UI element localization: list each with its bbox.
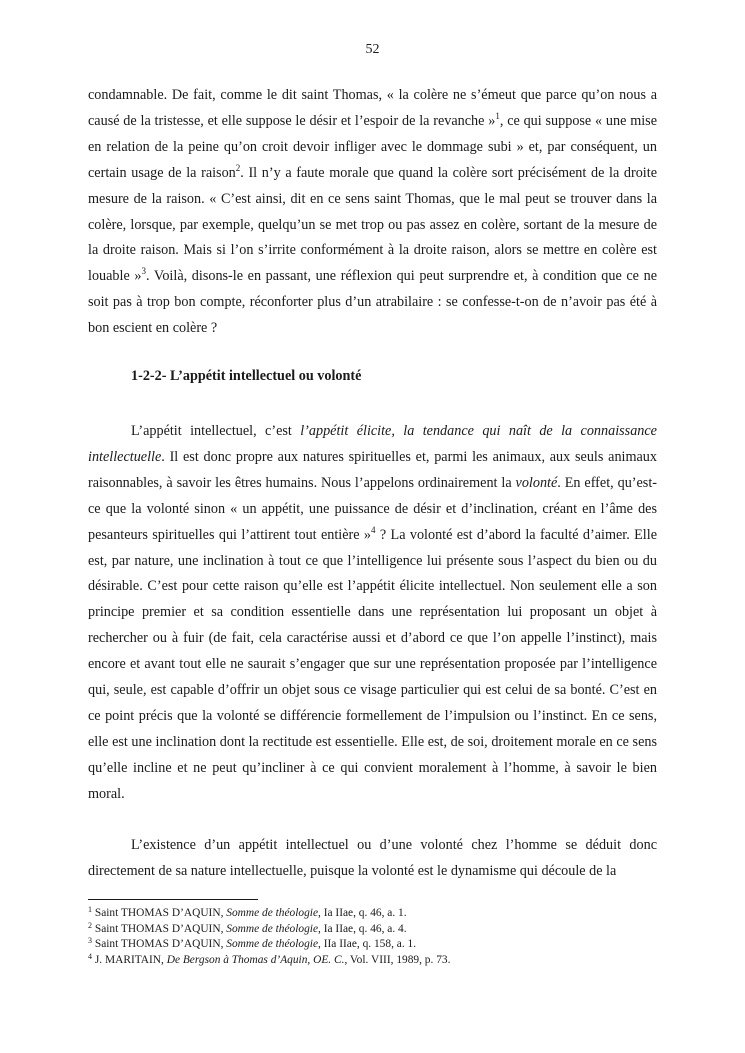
- footnote-ref: , Vol. VIII, 1989, p. 73.: [344, 953, 451, 966]
- paragraph-text: ? La volonté est d’abord la faculté d’aimer. Elle est, par nature, une inclination à tout ce que l’intelligence lui présente sous l’aspect du bien ou du désirable. C’est pour cette raison qu’elle est l’appétit élicite intellectuel. Non seulement elle a son principe premier et sa condition essentielle dans une représentation lui proposant un objet à rechercher ou à fuir (de fait, cela caractérise aussi et d’abord ce que l’on appelle l’instinct), mais encore et avant tout elle ne saurait s’engager que sur une représentation proposée par l’intelligence qui, seule, est capable d’offrir un objet sous ce visage particulier qui est celui de sa bonté. C’est en ce point précis que la volonté se différencie formellement de l’impulsion ou l’instinct. En ce sens, elle est une inclination dont la rectitude est essentielle. Elle est, de soi, droitement morale en ce sens qu’elle incline et ne peut qu’incliner à ce qui convient moralement à l’homme, à savoir le bien moral.: [88, 526, 657, 802]
- footnote-reference[interactable]: 1: [495, 110, 500, 121]
- footnote-author: Saint THOMAS D’AQUIN,: [94, 922, 227, 935]
- footnote-ref: , Ia IIae, q. 46, a. 1.: [318, 907, 407, 919]
- body-paragraph-1: [88, 83, 657, 342]
- footnote-author: Saint THOMAS D’AQUIN,: [94, 938, 227, 950]
- paragraph-text: . Voilà, disons-le en passant, une réflexion qui peut surprendre et, à condition que ce ne soit pas à trop bon compte, réconforter plus d’un atrabilaire : se confesse-t-on de n’avoir pas été à bon escient en colère ?: [88, 268, 658, 337]
- section-heading: 1-2-2- L’appétit intellectuel ou volonté: [131, 368, 362, 384]
- body-paragraph-3: [88, 833, 657, 885]
- footnote-ref: , IIa IIae, q. 158, a. 1.: [318, 938, 417, 950]
- footnote: [88, 906, 657, 922]
- italic-definition: l’appétit élicite, la tendance qui naît de la connaissance intellectuelle: [88, 423, 657, 465]
- paragraph-text: L’existence d’un appétit intellectuel ou d’une volonté chez l’homme se déduit donc directement de sa nature intellectuelle, puisque la volonté est le dynamisme qui découle de la: [88, 837, 657, 879]
- paragraph-text: . En effet, qu’est-ce que la volonté sinon « un appétit, une puissance de désir et d’inclination, créant en l’âme des pesanteurs spirituelles qui l’attirent tout entière »: [88, 474, 657, 543]
- footnote-mark: 2: [88, 920, 92, 930]
- footnotes: [88, 906, 657, 968]
- page-number: 52: [365, 42, 380, 57]
- footnote: [88, 922, 657, 938]
- footnote-work: Somme de théologie: [226, 938, 319, 950]
- footnote-work: Somme de théologie: [226, 907, 319, 919]
- footnote-ref: , Ia IIae, q. 46, a. 4.: [318, 922, 407, 935]
- footnote-reference[interactable]: 2: [235, 162, 241, 173]
- footnote-mark: 3: [88, 936, 92, 945]
- paragraph-text: condamnable. De fait, comme le dit saint Thomas, « la colère ne s’émeut que parce qu’on nous a causé de la tristesse, et elle suppose le désir et l’espoir de la revanche »: [88, 87, 657, 129]
- footnote-work: De Bergson à Thomas d’Aquin, OE. C.: [166, 953, 345, 966]
- paragraph-text: L’appétit intellectuel, c’est: [131, 423, 301, 439]
- footnote: [88, 953, 657, 969]
- paragraph-text: , ce qui suppose « une mise en relation de la peine qu’on croit devoir infliger avec le dommage subi » et, par conséquent, un certain usage de la raison: [88, 112, 658, 181]
- footnote: [88, 937, 657, 953]
- footnote-separator: [88, 899, 258, 900]
- footnote-mark: 4: [88, 951, 92, 961]
- footnote-mark: 1: [88, 905, 92, 914]
- footnote-author: Saint THOMAS D’AQUIN,: [94, 907, 227, 919]
- italic-term: volonté: [515, 474, 558, 491]
- paragraph-text: . Il n’y a faute morale que quand la colère sort précisément de la droite mesure de la raison. « C’est ainsi, dit en ce sens saint Thomas, que le mal peut se trouver dans la colère, lorsque, par exemple, quelqu’un se met trop ou pas assez en colère, sortant de la mesure de la droite raison. Mais si l’on s’irrite conformément à la droite raison, alors se mettre en colère est louable »: [88, 164, 657, 285]
- footnote-work: Somme de théologie: [226, 922, 319, 935]
- footnote-author: J. MARITAIN,: [94, 953, 167, 966]
- footnote-reference[interactable]: 4: [371, 524, 376, 535]
- footnote-reference[interactable]: 3: [141, 266, 146, 277]
- body-paragraph-2: [88, 419, 657, 808]
- paragraph-text: . Il est donc propre aux natures spirituelles et, parmi les animaux, aux seuls animaux raisonnables, à savoir les êtres humains. Nous l’appelons ordinairement la: [88, 448, 657, 491]
